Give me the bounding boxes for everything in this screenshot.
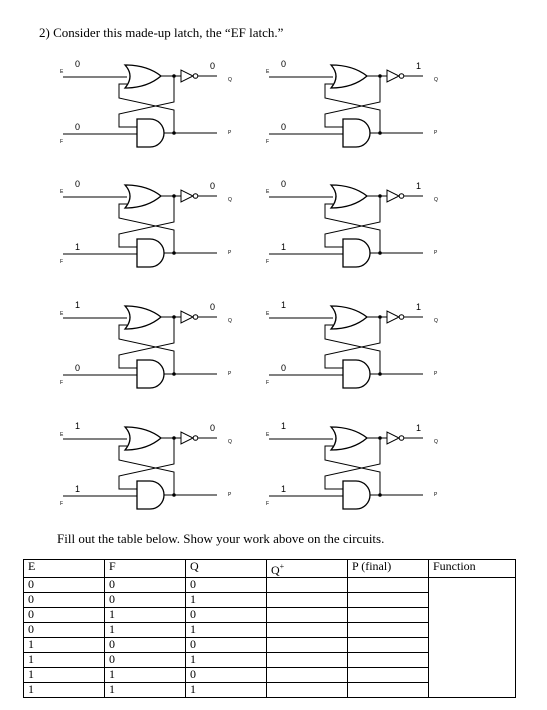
- cell-q-plus[interactable]: [267, 683, 348, 698]
- or-gate-symbol: [331, 306, 367, 329]
- header-function: Function: [429, 560, 516, 578]
- output-q-value: 1: [416, 61, 422, 71]
- and-gate-symbol: [137, 119, 164, 147]
- cell-q: 1: [186, 653, 267, 668]
- latch-circuit-3: [60, 179, 232, 267]
- cell-f: 0: [105, 593, 186, 608]
- pin-label-p: P: [228, 371, 232, 377]
- output-q-value: 1: [416, 302, 422, 312]
- cell-e: 1: [24, 653, 105, 668]
- cell-p-final[interactable]: [348, 653, 429, 668]
- or-gate-symbol: [331, 427, 367, 450]
- cell-p-final[interactable]: [348, 593, 429, 608]
- header-q: Q: [186, 560, 267, 578]
- input-f-value: 1: [281, 242, 287, 252]
- and-gate-symbol: [137, 481, 164, 509]
- pin-label-p: P: [434, 492, 438, 498]
- pin-label-p: P: [228, 250, 232, 256]
- cell-f: 1: [105, 623, 186, 638]
- cell-e: 1: [24, 668, 105, 683]
- or-gate-symbol: [125, 65, 161, 88]
- cell-q: 1: [186, 623, 267, 638]
- truth-table: [23, 559, 516, 698]
- input-e-value: 0: [75, 59, 81, 69]
- inverter-bubble: [399, 315, 404, 320]
- cell-p-final[interactable]: [348, 608, 429, 623]
- pin-label-e: E: [266, 189, 270, 195]
- cell-p-final[interactable]: [348, 683, 429, 698]
- cell-f: 0: [105, 638, 186, 653]
- inverter-bubble: [193, 194, 198, 199]
- input-e-value: 0: [75, 179, 81, 189]
- header-q-plus: Q+: [267, 560, 348, 578]
- inverter-bubble: [399, 436, 404, 441]
- not-gate-symbol: [387, 70, 399, 82]
- not-gate-symbol: [387, 190, 399, 202]
- cell-q: 1: [186, 593, 267, 608]
- not-gate-symbol: [181, 432, 193, 444]
- or-gate-symbol: [125, 306, 161, 329]
- latch-circuit-8: [266, 421, 438, 509]
- cell-e: 0: [24, 608, 105, 623]
- cell-p-final[interactable]: [348, 638, 429, 653]
- input-e-value: 0: [281, 59, 287, 69]
- pin-label-p: P: [434, 250, 438, 256]
- and-gate-symbol: [343, 239, 370, 267]
- pin-label-f: F: [266, 259, 270, 265]
- pin-label-q: Q: [434, 318, 438, 324]
- output-q-value: 1: [416, 181, 422, 191]
- pin-label-f: F: [266, 380, 270, 386]
- cell-p-final[interactable]: [348, 623, 429, 638]
- pin-label-e: E: [60, 189, 64, 195]
- not-gate-symbol: [387, 432, 399, 444]
- output-q-value: 0: [210, 423, 216, 433]
- pin-label-f: F: [266, 501, 270, 507]
- cell-f: 0: [105, 578, 186, 593]
- input-e-value: 1: [281, 421, 287, 431]
- cell-e: 1: [24, 683, 105, 698]
- cell-f: 1: [105, 683, 186, 698]
- cell-q-plus[interactable]: [267, 668, 348, 683]
- header-e: E: [24, 560, 105, 578]
- pin-label-f: F: [266, 139, 270, 145]
- input-f-value: 1: [75, 484, 81, 494]
- instructions: Fill out the table below. Show your work above on the circuits.: [57, 531, 385, 546]
- cell-q: 0: [186, 578, 267, 593]
- pin-label-q: Q: [434, 439, 438, 445]
- cell-q-plus[interactable]: [267, 608, 348, 623]
- cell-q: 0: [186, 608, 267, 623]
- input-e-value: 1: [281, 300, 287, 310]
- or-gate-symbol: [125, 427, 161, 450]
- latch-circuit-4: [266, 179, 438, 267]
- pin-label-q: Q: [434, 77, 438, 83]
- not-gate-symbol: [387, 311, 399, 323]
- and-gate-symbol: [343, 119, 370, 147]
- pin-label-e: E: [266, 69, 270, 75]
- inverter-bubble: [399, 194, 404, 199]
- header-p-final: P (final): [348, 560, 429, 578]
- or-gate-symbol: [331, 185, 367, 208]
- cell-f: 0: [105, 653, 186, 668]
- cell-p-final[interactable]: [348, 578, 429, 593]
- output-q-value: 0: [210, 302, 216, 312]
- input-e-value: 1: [75, 421, 81, 431]
- and-gate-symbol: [137, 360, 164, 388]
- pin-label-p: P: [228, 130, 232, 136]
- question-title: 2) Consider this made-up latch, the “EF latch.”: [39, 25, 284, 40]
- table-row: [24, 578, 516, 593]
- inverter-bubble: [193, 436, 198, 441]
- cell-f: 1: [105, 668, 186, 683]
- input-e-value: 0: [281, 179, 287, 189]
- input-f-value: 0: [281, 363, 287, 373]
- input-f-value: 1: [75, 242, 81, 252]
- cell-e: 0: [24, 623, 105, 638]
- cell-e: 0: [24, 578, 105, 593]
- and-gate-symbol: [343, 481, 370, 509]
- latch-circuit-5: [60, 300, 232, 388]
- pin-label-p: P: [434, 130, 438, 136]
- inverter-bubble: [399, 74, 404, 79]
- cell-q-plus[interactable]: [267, 593, 348, 608]
- output-q-value: 0: [210, 61, 216, 71]
- table-header-row: [24, 560, 516, 578]
- pin-label-e: E: [60, 69, 64, 75]
- cell-function[interactable]: [429, 578, 516, 698]
- inverter-bubble: [193, 315, 198, 320]
- pin-label-e: E: [266, 431, 270, 438]
- cell-q-plus[interactable]: [267, 638, 348, 653]
- pin-label-q: Q: [228, 197, 232, 203]
- input-f-value: 0: [75, 363, 81, 373]
- input-e-value: 1: [75, 300, 81, 310]
- pin-label-e: E: [266, 311, 270, 317]
- and-gate-symbol: [343, 360, 370, 388]
- pin-label-f: F: [60, 259, 64, 265]
- input-f-value: 0: [75, 122, 81, 132]
- and-gate-symbol: [137, 239, 164, 267]
- latch-circuit-6: [266, 300, 438, 388]
- latch-circuit-7: [60, 421, 232, 509]
- cell-q-plus[interactable]: [267, 653, 348, 668]
- pin-label-q: Q: [228, 77, 232, 83]
- cell-q: 0: [186, 638, 267, 653]
- pin-label-q: Q: [434, 197, 438, 203]
- or-gate-symbol: [125, 185, 161, 208]
- pin-label-p: P: [434, 371, 438, 377]
- pin-label-p: P: [228, 492, 232, 498]
- cell-q: 1: [186, 683, 267, 698]
- latch-circuit-1: [60, 59, 232, 147]
- not-gate-symbol: [181, 70, 193, 82]
- output-q-value: 0: [210, 181, 216, 191]
- pin-label-e: E: [60, 431, 64, 438]
- pin-label-f: F: [60, 380, 64, 386]
- cell-q-plus[interactable]: [267, 623, 348, 638]
- cell-e: 0: [24, 593, 105, 608]
- latch-circuit-2: [266, 59, 438, 147]
- inverter-bubble: [193, 74, 198, 79]
- pin-label-q: Q: [228, 318, 232, 324]
- cell-q-plus[interactable]: [267, 578, 348, 593]
- cell-e: 1: [24, 638, 105, 653]
- pin-label-f: F: [60, 139, 64, 145]
- input-f-value: 1: [281, 484, 287, 494]
- not-gate-symbol: [181, 311, 193, 323]
- not-gate-symbol: [181, 190, 193, 202]
- cell-f: 1: [105, 608, 186, 623]
- output-q-value: 1: [416, 423, 422, 433]
- header-f: F: [105, 560, 186, 578]
- cell-p-final[interactable]: [348, 668, 429, 683]
- pin-label-f: F: [60, 501, 64, 507]
- pin-label-e: E: [60, 311, 64, 317]
- or-gate-symbol: [331, 65, 367, 88]
- cell-q: 0: [186, 668, 267, 683]
- q-plus-sup: +: [279, 562, 285, 571]
- pin-label-q: Q: [228, 439, 232, 445]
- input-f-value: 0: [281, 122, 287, 132]
